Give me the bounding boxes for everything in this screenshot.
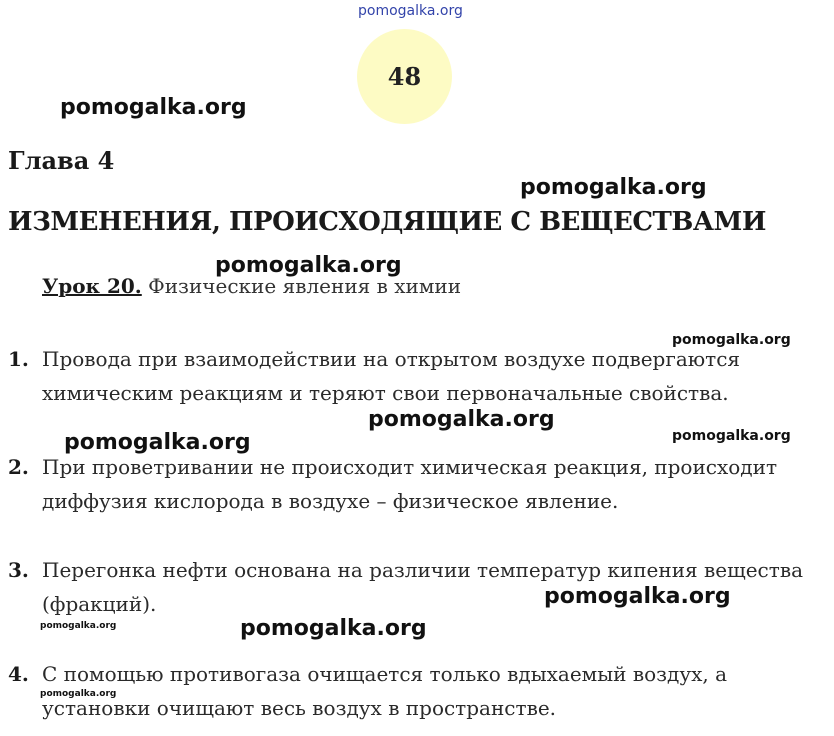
watermark: pomogalka.org (672, 428, 791, 444)
answer-item (8, 553, 830, 621)
lesson-label: Урок 20. (42, 274, 142, 298)
answer-text: Перегонка нефти основана на различии температур кипения вещества (фракций). (42, 558, 803, 616)
answer-number: 1. (8, 347, 29, 371)
answer-number: 2. (8, 455, 29, 479)
watermark: pomogalka.org (40, 689, 117, 699)
watermark: pomogalka.org (520, 175, 707, 200)
watermark: pomogalka.org (64, 430, 251, 455)
answer-item (8, 657, 830, 725)
watermark: pomogalka.org (368, 407, 555, 432)
answer-text: Провода при взаимодействии на открытом воздухе подвергаются химическим реакциям и теряют свои первоначальные свойства. (42, 347, 741, 405)
watermark: pomogalka.org (60, 95, 247, 120)
watermark-top: pomogalka.org (358, 3, 463, 19)
answer-number: 3. (8, 558, 29, 582)
watermark: pomogalka.org (672, 332, 791, 348)
chapter-title: ИЗМЕНЕНИЯ, ПРОИСХОДЯЩИЕ С ВЕЩЕСТВАМИ (8, 207, 766, 237)
page-number-badge (357, 29, 452, 124)
page-number: 48 (387, 62, 422, 91)
answer-text: С помощью противогаза очищается только вдыхаемый воздух, а установки очищают весь воздух в пространстве. (42, 662, 728, 720)
watermark: pomogalka.org (40, 621, 117, 631)
watermark: pomogalka.org (240, 616, 427, 641)
answer-item (8, 450, 830, 518)
chapter-heading: Глава 4 (8, 146, 115, 175)
answer-text: При проветривании не происходит химическая реакция, происходит диффузия кислорода в воздухе – физическое явление. (42, 455, 778, 513)
lesson-topic: Физические явления в химии (141, 274, 462, 298)
watermark: pomogalka.org (215, 253, 402, 278)
lesson-heading (42, 274, 461, 298)
watermark: pomogalka.org (544, 584, 731, 609)
answer-number: 4. (8, 662, 29, 686)
answer-item (8, 342, 830, 410)
